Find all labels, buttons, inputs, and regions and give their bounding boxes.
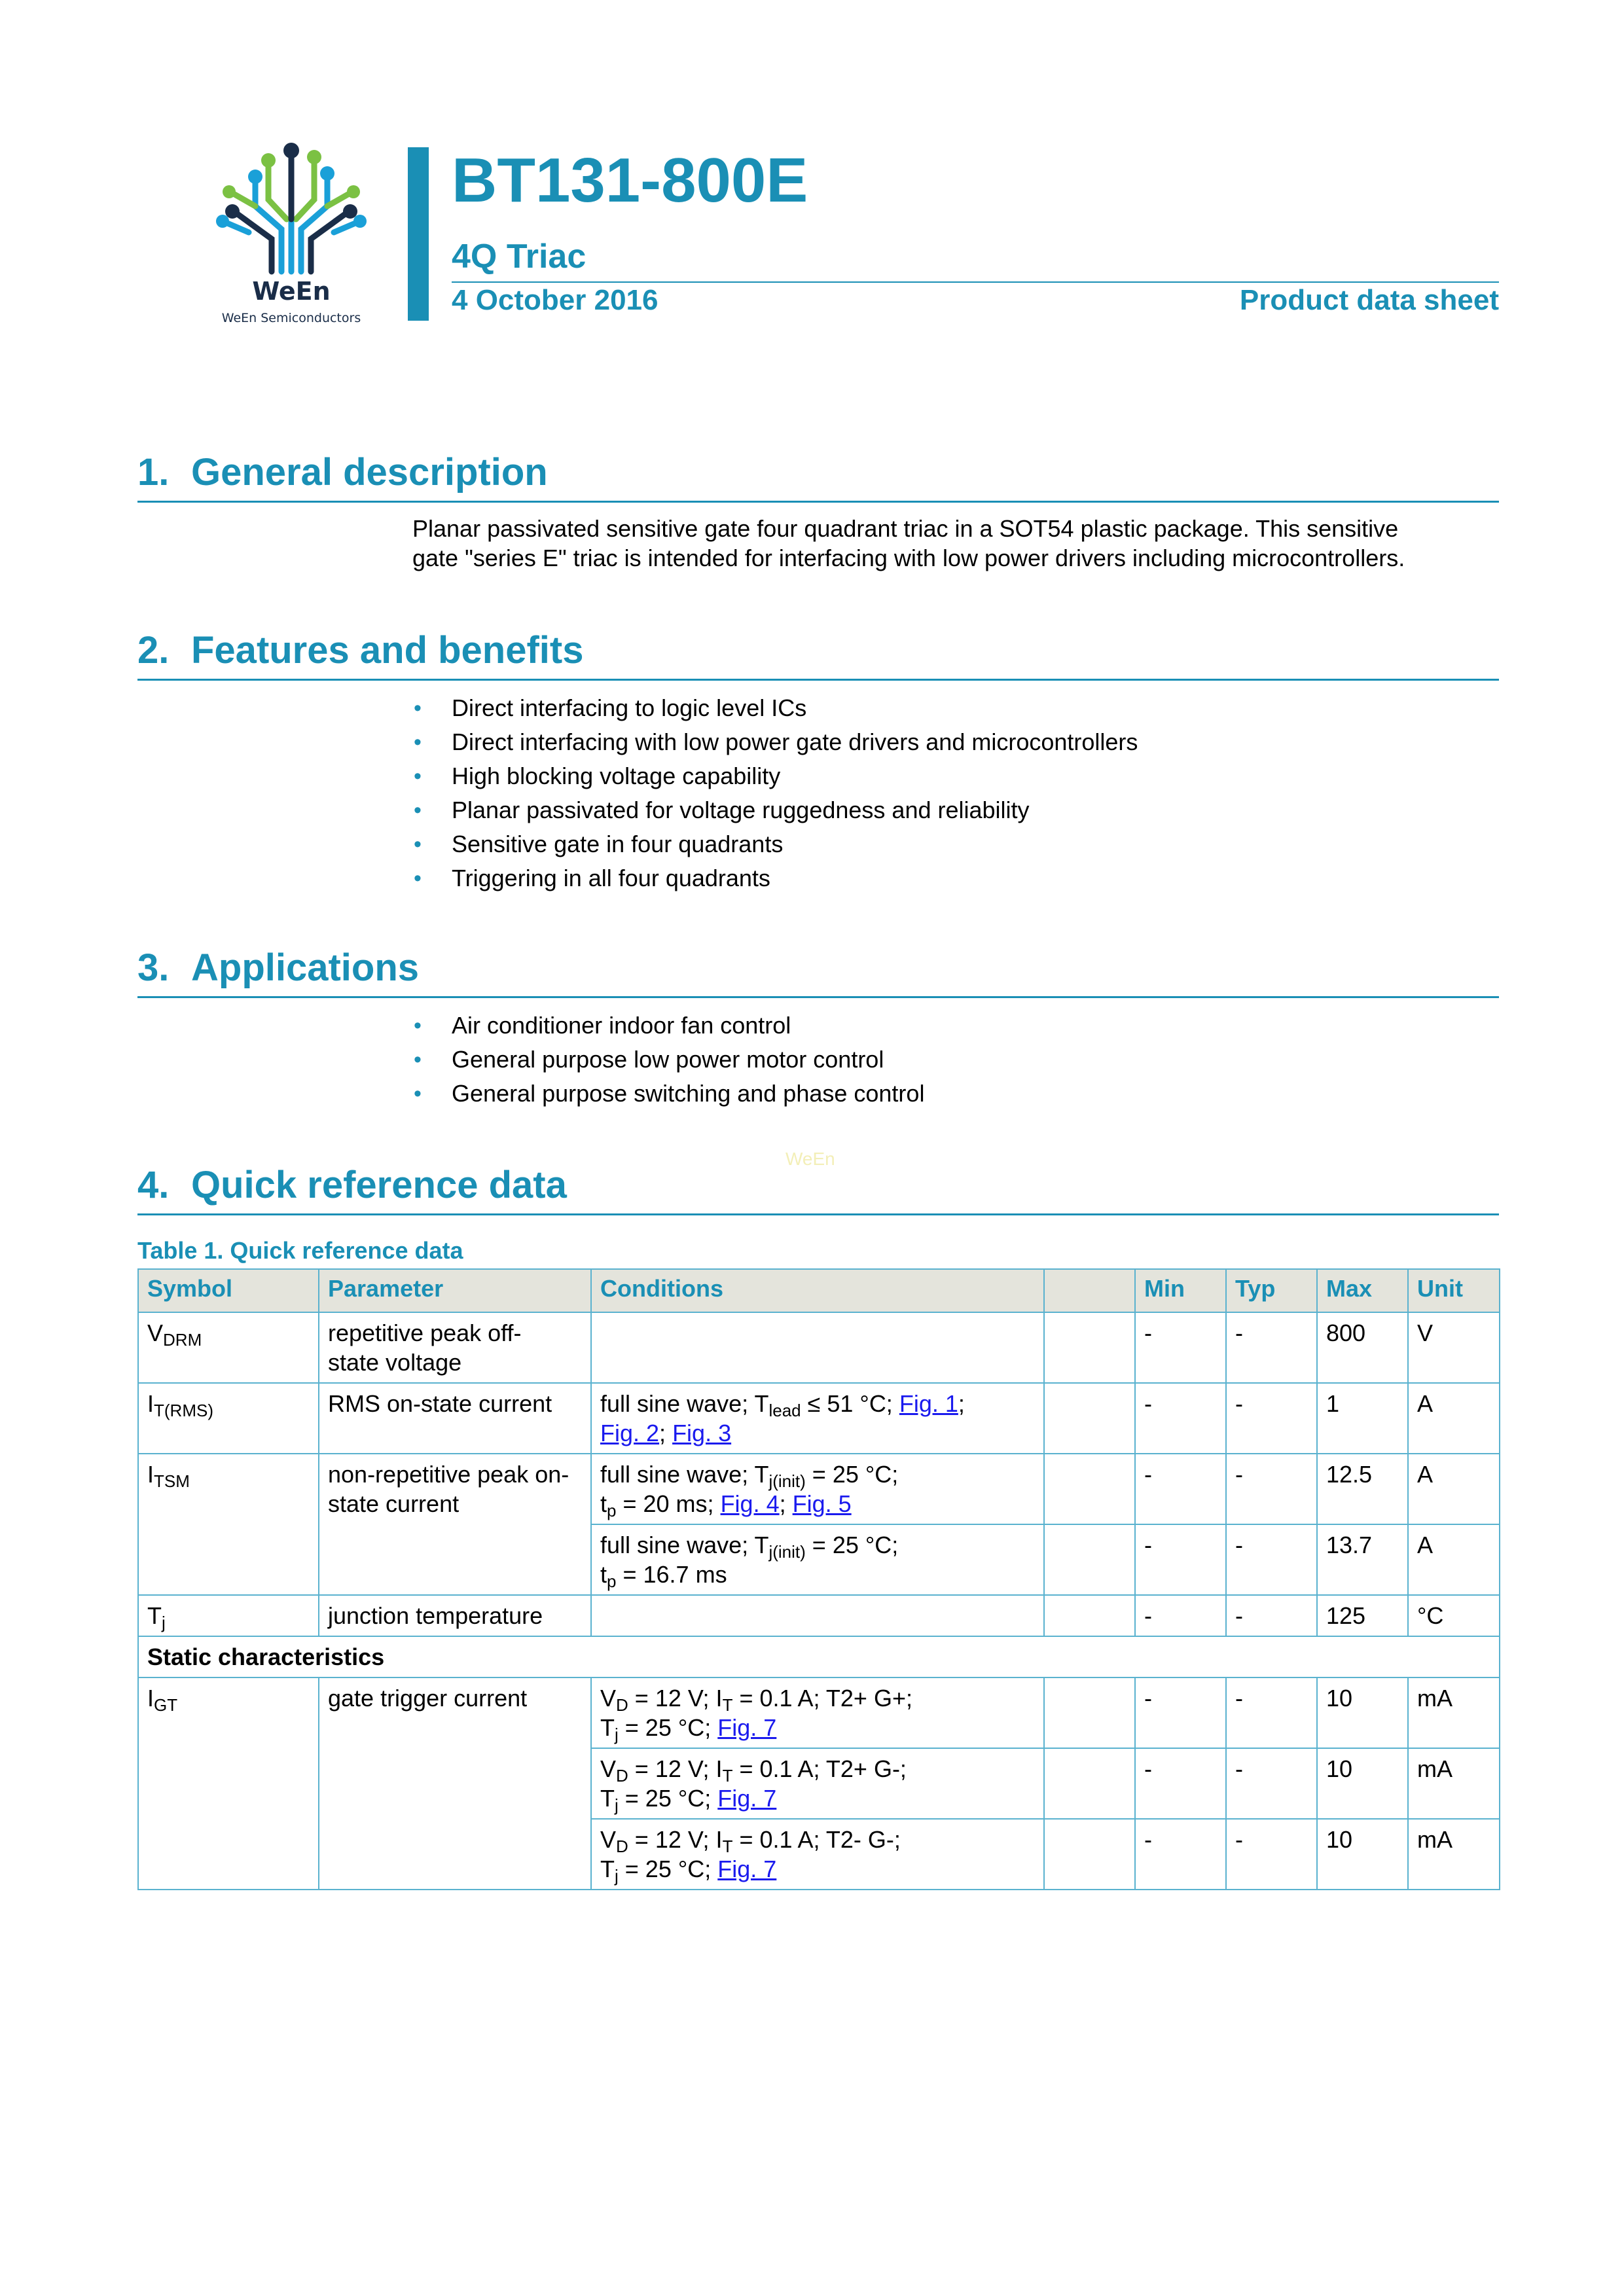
unit-cell: °C [1408,1595,1500,1636]
features-list [412,691,1138,895]
condition-text: full sine wave; T [600,1461,769,1488]
symbol-cell [138,1454,319,1595]
typ-cell: - [1226,1383,1317,1454]
list-item [412,1009,924,1043]
conditions-extra-cell [1044,1454,1135,1524]
min-cell: - [1135,1677,1226,1748]
condition-text: = 16.7 ms [616,1561,727,1588]
bullet-icon: • [414,1047,422,1072]
conditions-extra-cell [1044,1595,1135,1636]
tree-logo-icon [209,141,373,278]
parameter-cell: RMS on-state current [319,1383,591,1454]
bullet-icon: • [414,1013,422,1038]
header-divider [452,281,1499,283]
symbol-subscript: T(RMS) [154,1401,213,1420]
max-cell: 800 [1317,1312,1408,1383]
condition-text: t [600,1490,607,1517]
condition-subscript: T [722,1766,733,1785]
section-title: General description [191,451,548,493]
condition-text: ; [779,1490,793,1517]
min-cell: - [1135,1819,1226,1890]
table-row [138,1383,1500,1454]
bullet-icon: • [414,696,422,721]
header-symbol: Symbol [138,1269,319,1312]
bullet-icon: • [414,730,422,755]
parameter-text: non-repetitive peak on- [328,1461,569,1488]
condition-text: = 12 V; I [628,1685,723,1712]
section-title: Quick reference data [191,1164,567,1206]
conditions-cell [591,1595,1044,1636]
condition-text: ; [659,1420,673,1446]
applications-list [412,1009,924,1111]
list-item [412,725,1138,759]
typ-cell: - [1226,1312,1317,1383]
list-item-text: General purpose switching and phase control [452,1080,925,1107]
typ-cell: - [1226,1819,1317,1890]
condition-subscript: lead [768,1401,801,1420]
condition-subscript: T [722,1837,733,1856]
fig-2-link[interactable]: Fig. 2 [600,1420,660,1446]
section-title: Applications [191,946,420,989]
fig-7-link[interactable]: Fig. 7 [717,1714,777,1741]
conditions-cell [591,1748,1044,1819]
conditions-extra-cell [1044,1383,1135,1454]
table-row [138,1454,1500,1524]
list-item-text: Direct interfacing with low power gate drivers and microcontrollers [452,728,1138,755]
conditions-cell [591,1312,1044,1383]
symbol-subscript: TSM [154,1471,190,1491]
max-cell: 125 [1317,1595,1408,1636]
parameter-text: repetitive peak off- [328,1319,522,1346]
condition-subscript: j [615,1725,619,1744]
condition-subscript: j [615,1866,619,1886]
fig-7-link[interactable]: Fig. 7 [717,1856,777,1882]
condition-text: = 0.1 A; T2- G-; [732,1826,901,1853]
parameter-cell [319,1312,591,1383]
condition-subscript: p [607,1501,617,1520]
condition-text: = 25 °C; [805,1461,899,1488]
document-title: BT131-800E [452,145,808,215]
quick-reference-table [137,1268,1500,1890]
document-date: 4 October 2016 [452,284,659,316]
header-unit: Unit [1408,1269,1500,1312]
condition-subscript: T [722,1695,733,1715]
table-row [138,1595,1500,1636]
section-title: Features and benefits [191,629,584,672]
condition-text: = 12 V; I [628,1755,723,1782]
condition-subscript: p [607,1571,617,1591]
condition-text: T [600,1714,615,1741]
description-line: Planar passivated sensitive gate four quadrant triac in a SOT54 plastic package. This sensitive [412,515,1399,542]
parameter-cell: gate trigger current [319,1677,591,1890]
fig-4-link[interactable]: Fig. 4 [720,1490,780,1517]
list-item-text: Sensitive gate in four quadrants [452,831,784,857]
section-heading-quick-reference [137,1166,1499,1215]
list-item-text: High blocking voltage capability [452,762,781,789]
condition-text: V [600,1685,617,1712]
condition-text: t [600,1561,607,1588]
section-number: 4. [137,1164,170,1206]
header-min: Min [1135,1269,1226,1312]
symbol-cell [138,1595,319,1636]
condition-text: full sine wave; T [600,1390,769,1417]
table-subheader-row [138,1636,1500,1677]
condition-text: = 20 ms; [616,1490,721,1517]
table-row [138,1312,1500,1383]
typ-cell: - [1226,1595,1317,1636]
section-heading-features [137,629,1499,681]
list-item [412,1043,924,1077]
unit-cell: mA [1408,1677,1500,1748]
conditions-cell [591,1383,1044,1454]
parameter-cell [319,1454,591,1595]
typ-cell: - [1226,1524,1317,1595]
condition-text: = 0.1 A; T2+ G-; [732,1755,907,1782]
max-cell: 1 [1317,1383,1408,1454]
fig-3-link[interactable]: Fig. 3 [672,1420,732,1446]
condition-text: = 0.1 A; T2+ G+; [732,1685,912,1712]
document-subtitle: 4Q Triac [452,238,586,276]
conditions-cell [591,1819,1044,1890]
header-conditions-extra [1044,1269,1135,1312]
list-item [412,861,1138,895]
list-item [412,691,1138,725]
bullet-icon: • [414,1081,422,1106]
list-item [412,1077,924,1111]
condition-subscript: D [616,1837,628,1856]
symbol-cell [138,1383,319,1454]
conditions-extra-cell [1044,1819,1135,1890]
condition-text: = 25 °C; [618,1714,718,1741]
condition-text: = 25 °C; [805,1532,899,1558]
min-cell: - [1135,1595,1226,1636]
description-line: gate "series E" triac is intended for interfacing with low power drivers including microcontrollers. [412,545,1405,571]
fig-1-link[interactable]: Fig. 1 [899,1390,958,1417]
list-item [412,759,1138,793]
list-item-text: Direct interfacing to logic level ICs [452,694,807,721]
symbol-subscript: DRM [163,1330,202,1350]
conditions-cell [591,1677,1044,1748]
bullet-icon: • [414,832,422,857]
max-cell: 12.5 [1317,1454,1408,1524]
max-cell: 10 [1317,1748,1408,1819]
list-item-text: General purpose low power motor control [452,1046,884,1073]
condition-text: ; [958,1390,965,1417]
condition-subscript: j [615,1795,619,1815]
fig-5-link[interactable]: Fig. 5 [792,1490,852,1517]
company-logo [209,141,373,337]
symbol-cell [138,1312,319,1383]
parameter-text: state current [328,1490,460,1517]
max-cell: 10 [1317,1819,1408,1890]
condition-text: T [600,1856,615,1882]
list-item [412,793,1138,827]
conditions-cell [591,1454,1044,1524]
header-accent-bar [408,147,429,321]
condition-text: T [600,1785,615,1812]
min-cell: - [1135,1312,1226,1383]
parameter-cell: junction temperature [319,1595,591,1636]
symbol-text: T [147,1602,162,1629]
min-cell: - [1135,1454,1226,1524]
list-item-text: Air conditioner indoor fan control [452,1012,791,1039]
condition-text: V [600,1755,617,1782]
condition-text: ≤ 51 °C; [801,1390,899,1417]
condition-subscript: j(init) [768,1542,806,1562]
parameter-text: state voltage [328,1349,462,1376]
condition-subscript: D [616,1695,628,1715]
unit-cell: V [1408,1312,1500,1383]
typ-cell: - [1226,1454,1317,1524]
min-cell: - [1135,1748,1226,1819]
symbol-text: I [147,1685,154,1712]
unit-cell: mA [1408,1819,1500,1890]
max-cell: 13.7 [1317,1524,1408,1595]
bullet-icon: • [414,764,422,789]
condition-text: = 25 °C; [618,1785,718,1812]
condition-text: = 25 °C; [618,1856,718,1882]
condition-text: full sine wave; T [600,1532,769,1558]
unit-cell: mA [1408,1748,1500,1819]
watermark: WeEn [785,1149,835,1169]
section-number: 3. [137,946,170,989]
symbol-text: I [147,1461,154,1488]
section-heading-applications [137,946,1499,998]
symbol-subscript: GT [154,1695,178,1715]
symbol-text: I [147,1390,154,1417]
condition-text: = 12 V; I [628,1826,723,1853]
header-parameter: Parameter [319,1269,591,1312]
header-typ: Typ [1226,1269,1317,1312]
conditions-extra-cell [1044,1677,1135,1748]
unit-cell: A [1408,1454,1500,1524]
symbol-subscript: j [162,1613,166,1632]
condition-subscript: D [616,1766,628,1785]
condition-text: V [600,1826,617,1853]
typ-cell: - [1226,1748,1317,1819]
list-item [412,827,1138,861]
logo-text: WeEn [252,277,331,306]
unit-cell: A [1408,1383,1500,1454]
list-item-text: Triggering in all four quadrants [452,865,770,891]
bullet-icon: • [414,798,422,823]
conditions-cell [591,1524,1044,1595]
conditions-extra-cell [1044,1748,1135,1819]
section-heading-general-description [137,451,1499,503]
document-type: Product data sheet [1239,284,1499,316]
symbol-cell [138,1677,319,1890]
list-item-text: Planar passivated for voltage ruggedness and reliability [452,797,1030,823]
typ-cell: - [1226,1677,1317,1748]
static-characteristics-label: Static characteristics [138,1636,1500,1677]
table-caption: Table 1. Quick reference data [137,1237,463,1264]
section-number: 2. [137,629,170,672]
fig-7-link[interactable]: Fig. 7 [717,1785,777,1812]
symbol-text: V [147,1319,164,1346]
logo-subtext: WeEn Semiconductors [221,311,361,325]
condition-subscript: j(init) [768,1471,806,1491]
unit-cell: A [1408,1524,1500,1595]
min-cell: - [1135,1524,1226,1595]
header-conditions: Conditions [591,1269,1044,1312]
max-cell: 10 [1317,1677,1408,1748]
header-max: Max [1317,1269,1408,1312]
section-number: 1. [137,451,170,493]
table-row [138,1677,1500,1748]
general-description-text [412,514,1499,573]
min-cell: - [1135,1383,1226,1454]
conditions-extra-cell [1044,1524,1135,1595]
table-header-row [138,1269,1500,1312]
conditions-extra-cell [1044,1312,1135,1383]
bullet-icon: • [414,866,422,891]
